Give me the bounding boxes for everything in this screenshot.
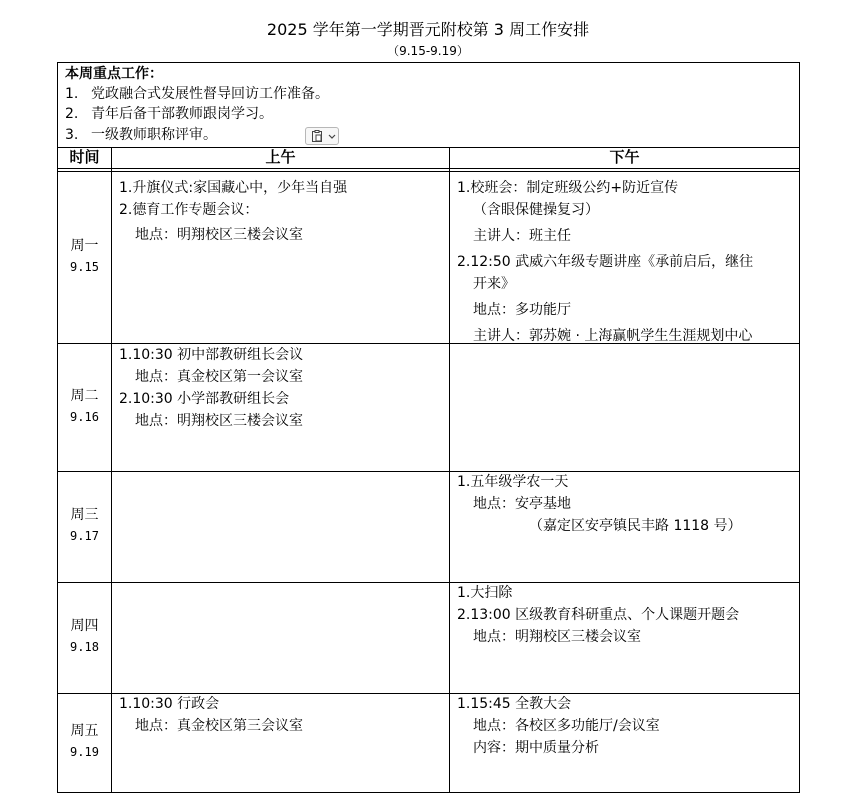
- schedule-line: 1.大扫除: [457, 585, 513, 601]
- schedule-line: 地点：明翔校区三楼会议室: [473, 629, 641, 645]
- day-label-wednesday: [58, 505, 111, 547]
- day-date: 9.16: [70, 410, 99, 424]
- schedule-line: 1.10:30 行政会: [119, 696, 220, 712]
- column-divider: [449, 147, 450, 793]
- day-name: 周二: [70, 388, 99, 404]
- paste-options-button[interactable]: [305, 127, 339, 145]
- day-name: 周四: [70, 618, 99, 634]
- day-label-friday: [58, 721, 111, 763]
- header-afternoon: 下午: [609, 148, 640, 166]
- weekly-focus-heading: 本周重点工作：: [65, 66, 163, 82]
- focus-item-number: 1.: [65, 86, 79, 102]
- day-name: 周一: [70, 238, 99, 254]
- header-time: 时间: [69, 148, 100, 166]
- monday-afternoon-cell: [457, 177, 753, 347]
- day-date: 9.19: [70, 745, 99, 759]
- schedule-line: 地点：安亭基地: [473, 496, 571, 512]
- schedule-line: （含眼保健操复习）: [473, 202, 599, 218]
- document-title: 2025 学年第一学期晋元附校第 3 周工作安排: [266, 20, 590, 39]
- friday-morning-cell: [119, 693, 303, 737]
- day-label-thursday: [58, 616, 111, 658]
- schedule-table: [57, 62, 800, 793]
- day-date: 9.17: [70, 529, 99, 543]
- schedule-line: 地点：明翔校区三楼会议室: [135, 227, 303, 243]
- day-name: 周三: [70, 507, 99, 523]
- header-morning: 上午: [265, 148, 296, 166]
- monday-morning-cell: [119, 177, 347, 246]
- tuesday-morning-cell: [119, 344, 303, 432]
- schedule-line: 地点：真金校区第三会议室: [135, 718, 303, 734]
- schedule-line: 2.10:30 小学部教研组长会: [119, 391, 290, 407]
- focus-item: [65, 105, 273, 123]
- schedule-line: 开来》: [473, 276, 515, 292]
- schedule-line: 地点：明翔校区三楼会议室: [135, 413, 303, 429]
- schedule-line: 地点：真金校区第一会议室: [135, 369, 303, 385]
- schedule-line: 1.校班会：制定班级公约+防近宣传: [457, 180, 679, 196]
- focus-item-text: 一级教师职称评审。: [91, 127, 217, 143]
- focus-item: [65, 85, 329, 103]
- schedule-line: 地点：多功能厅: [473, 302, 571, 318]
- day-label-tuesday: [58, 386, 111, 428]
- clipboard-paste-icon: [312, 130, 322, 142]
- friday-afternoon-cell: [457, 693, 660, 759]
- schedule-line: （嘉定区安亭镇民丰路 1118 号）: [529, 518, 742, 534]
- thursday-afternoon-cell: [457, 582, 739, 648]
- focus-item: [65, 126, 217, 144]
- schedule-line: 主讲人：郭苏婉 · 上海赢帆学生生涯规划中心: [473, 328, 753, 344]
- schedule-line: 1.15:45 全教大会: [457, 696, 572, 712]
- day-label-monday: [58, 236, 111, 278]
- schedule-line: 1.五年级学农一天: [457, 474, 569, 490]
- chevron-down-icon: [328, 132, 336, 140]
- day-date: 9.15: [70, 260, 99, 274]
- schedule-line: 2.12:50 武威六年级专题讲座《承前启后，继往: [457, 254, 754, 270]
- focus-item-text: 青年后备干部教师跟岗学习。: [91, 106, 273, 122]
- schedule-line: 主讲人：班主任: [473, 228, 571, 244]
- column-divider: [111, 147, 112, 793]
- schedule-line: 1.升旗仪式:家国藏心中，少年当自强: [119, 180, 348, 196]
- day-date: 9.18: [70, 640, 99, 654]
- schedule-line: 内容：期中质量分析: [473, 740, 599, 756]
- schedule-line: 地点：各校区多功能厅/会议室: [473, 718, 660, 734]
- schedule-line: 1.10:30 初中部教研组长会议: [119, 347, 304, 363]
- wednesday-afternoon-cell: [457, 471, 742, 537]
- schedule-line: 2.德育工作专题会议：: [119, 202, 259, 218]
- document-subtitle: （9.15-9.19）: [387, 44, 469, 58]
- focus-item-number: 2.: [65, 106, 79, 122]
- day-name: 周五: [70, 723, 99, 739]
- focus-item-number: 3.: [65, 127, 79, 143]
- schedule-line: 2.13:00 区级教育科研重点、个人课题开题会: [457, 607, 740, 623]
- focus-item-text: 党政融合式发展性督导回访工作准备。: [91, 86, 329, 102]
- table-header-row: [58, 147, 799, 172]
- weekly-focus-section: [58, 63, 799, 148]
